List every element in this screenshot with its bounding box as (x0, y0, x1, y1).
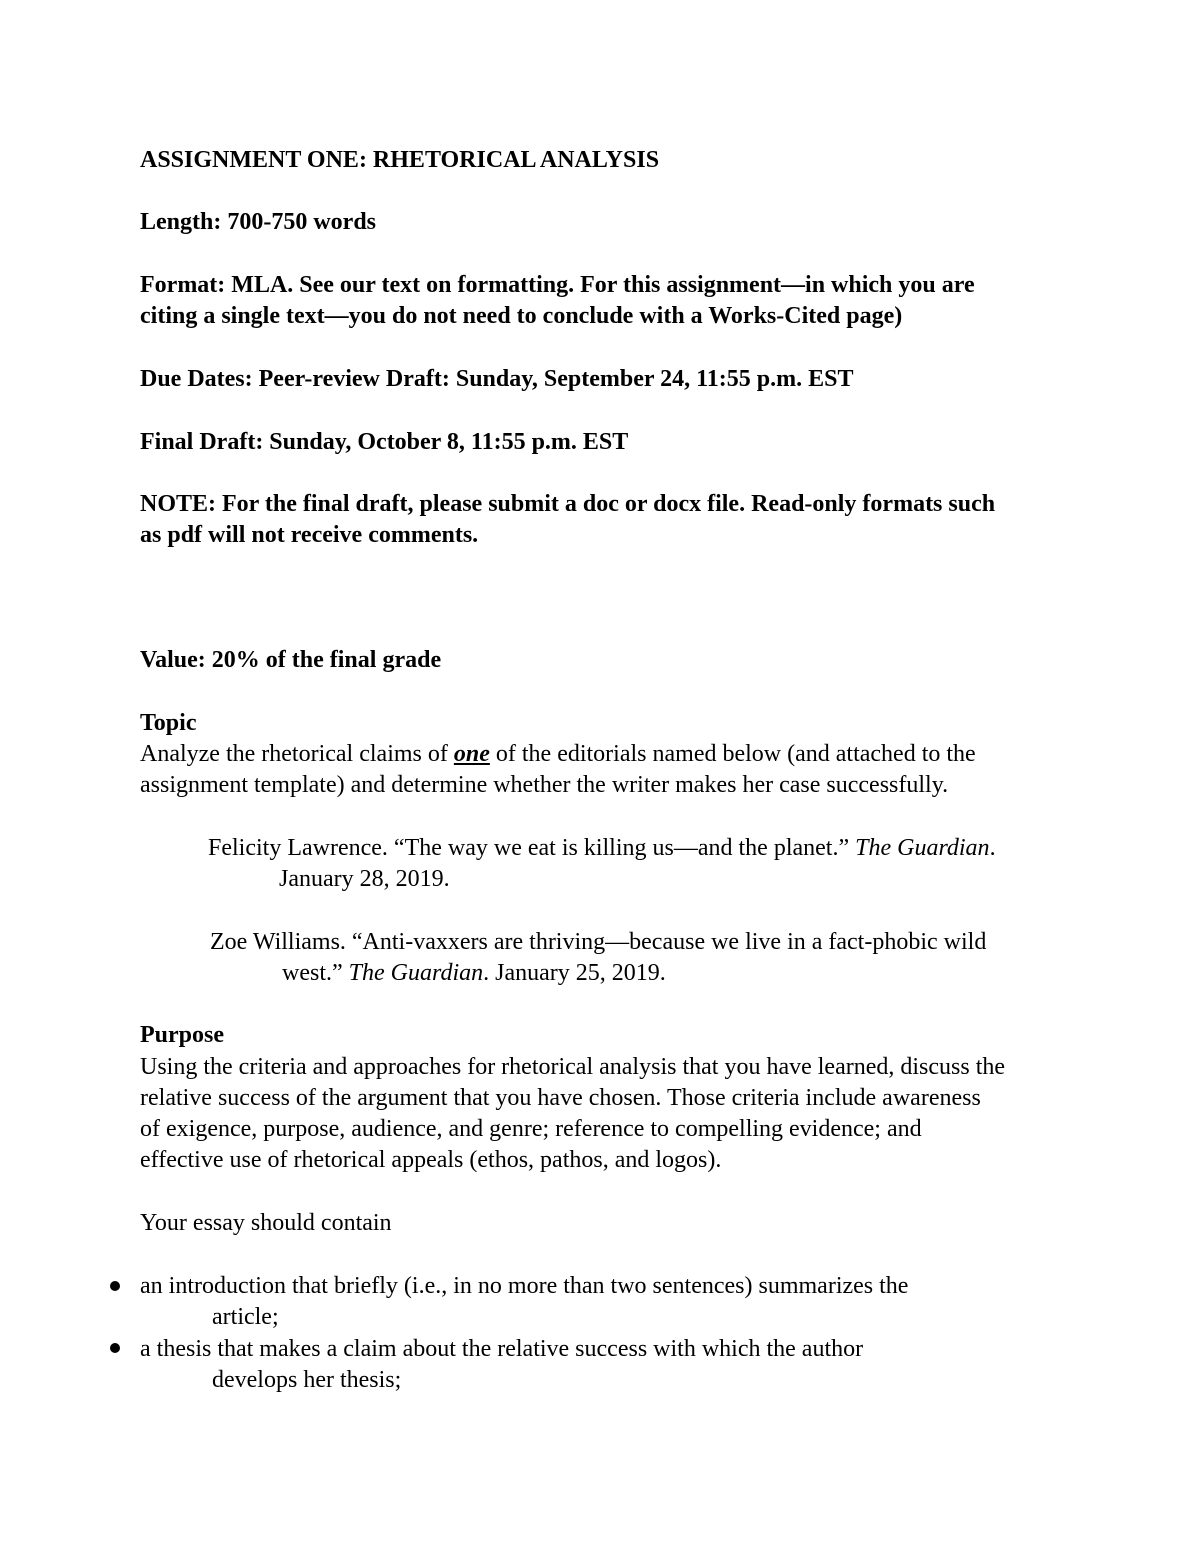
topic-line-2: assignment template) and determine whether the writer makes her case successfully. (140, 772, 949, 798)
format-line-2: citing a single text—you do not need to conclude with a Works-Cited page) (140, 303, 903, 329)
topic-heading: Topic (140, 710, 197, 736)
bullet-2-line-2: develops her thesis; (212, 1367, 402, 1393)
purpose-line-2: relative success of the argument that you have chosen. Those criteria include awareness (140, 1085, 981, 1111)
purpose-line-4: effective use of rhetorical appeals (ethos, pathos, and logos). (140, 1147, 722, 1173)
topic-text-a: Analyze the rhetorical claims of (140, 741, 454, 767)
citation-2-line-2 (282, 957, 666, 989)
note-line-2: as pdf will not receive comments. (140, 522, 479, 548)
note-line-1: NOTE: For the final draft, please submit a doc or docx file. Read-only formats such (140, 491, 996, 517)
citation-1-text: Felicity Lawrence. “The way we eat is killing us—and the planet.” (208, 835, 856, 861)
purpose-heading: Purpose (140, 1022, 224, 1048)
topic-line-1 (140, 738, 976, 770)
citation-2-publication: The Guardian (348, 960, 484, 986)
bullet-icon (110, 1281, 120, 1291)
citation-2-text: west.” (282, 960, 349, 986)
bullet-icon (110, 1343, 120, 1353)
format-line-1: Format: MLA. See our text on formatting. For this assignment—in which you are (140, 272, 975, 298)
due-dates-line: Due Dates: Peer-review Draft: Sunday, September 24, 11:55 p.m. EST (140, 366, 854, 392)
essay-intro: Your essay should contain (140, 1210, 392, 1236)
bullet-1-line-1: an introduction that briefly (i.e., in no more than two sentences) summarizes the (140, 1273, 909, 1299)
citation-1-period: . (989, 835, 996, 861)
bullet-2-line-1: a thesis that makes a claim about the relative success with which the author (140, 1336, 864, 1362)
assignment-title: ASSIGNMENT ONE: RHETORICAL ANALYSIS (140, 147, 660, 173)
citation-1-line-1 (208, 832, 996, 864)
citation-2-line-1: Zoe Williams. “Anti-vaxxers are thriving—because we live in a fact-phobic wild (210, 929, 987, 955)
bullet-1-line-2: article; (212, 1304, 279, 1330)
final-draft-line: Final Draft: Sunday, October 8, 11:55 p.m. EST (140, 429, 629, 455)
citation-1-publication: The Guardian (855, 835, 990, 861)
value-line: Value: 20% of the final grade (140, 647, 442, 673)
citation-1-line-2: January 28, 2019. (279, 866, 450, 892)
topic-text-b: of the editorials named below (and attached to the (489, 741, 976, 767)
length-line: Length: 700-750 words (140, 209, 377, 235)
citation-2-date: . January 25, 2019. (483, 960, 666, 986)
topic-emphasis: one (453, 741, 490, 767)
purpose-line-3: of exigence, purpose, audience, and genre; reference to compelling evidence; and (140, 1116, 922, 1142)
purpose-line-1: Using the criteria and approaches for rhetorical analysis that you have learned, discuss the (140, 1054, 1006, 1080)
